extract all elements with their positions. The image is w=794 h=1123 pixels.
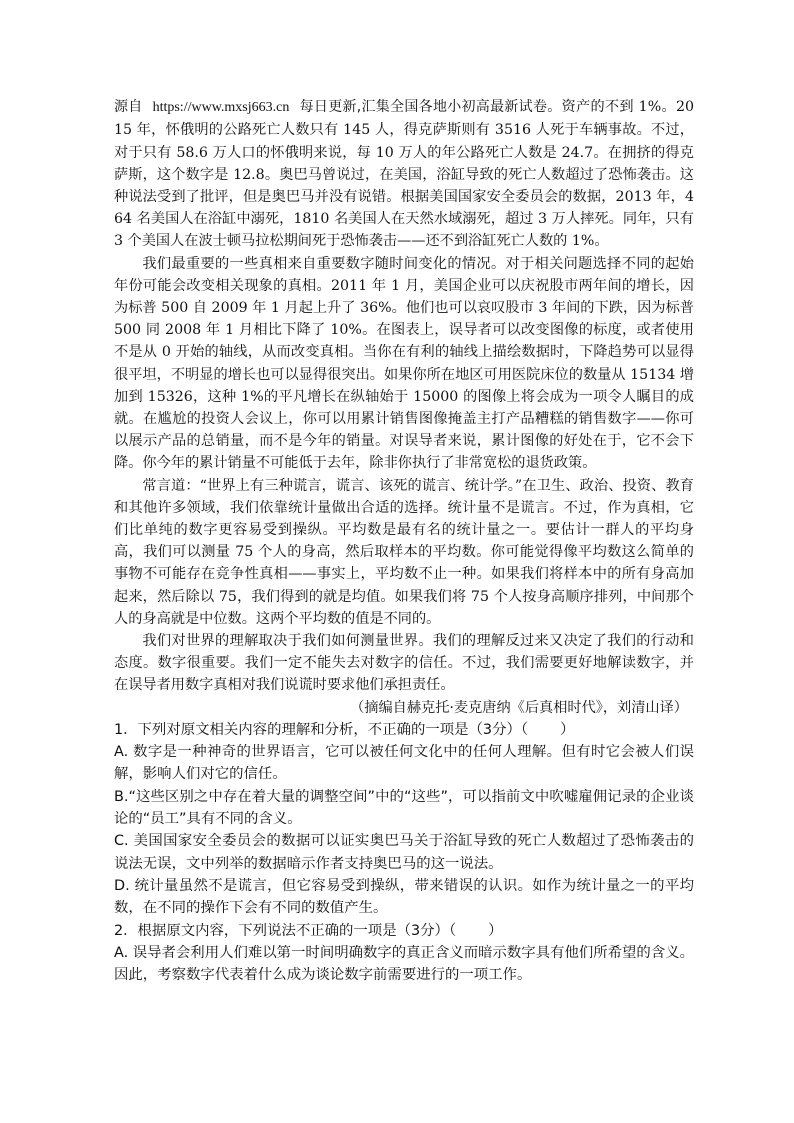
- continued-text: 资产的不到 1%。2015 年，怀俄明的公路死亡人数只有 145 人，得克萨斯则有 3516 人死于车辆事故。不过，对于只有 58.6 万人口的怀俄明来说，每 10 万人的年公路死亡人数是 24.7。在拥挤的得克萨斯，这个数字是 12.8。奥巴马曾说过，在美国，浴缸导致的死亡人数超过了恐怖袭击。这种说法受到了批评，但是奥巴马并没有说错。根据美国国家安全委员会的数据，2013 年，464 名美国人在浴缸中溺死，1810 名美国人在天然水域溺死，超过 3 万人摔死。同年，只有 3 个美国人在波士顿马拉松期间死于恐怖袭击——还不到浴缸死亡人数的 1%。: [114, 99, 694, 250]
- question-2-stem-text: 2．根据原文内容，下列说法不正确的一项是（3分）（: [114, 922, 457, 939]
- question-1-stem: [114, 719, 694, 741]
- source-note: 每日更新,汇集全国各地小初高最新试卷。: [299, 99, 562, 115]
- question-1-option-c: C. 美国国家安全委员会的数据可以证实奥巴马关于浴缸导致的死亡人数超过了恐怖袭击的说法无误，文中列举的数据暗示作者支持奥巴马的这一说法。: [114, 833, 694, 872]
- source-url-link[interactable]: https://www.mxsj663.cn: [152, 100, 290, 115]
- question-1-stem-text: 1．下列对原文相关内容的理解和分析，不正确的一项是（3分）（: [114, 721, 529, 738]
- questions-section: [114, 719, 694, 987]
- article-paragraph-continued: [114, 96, 694, 253]
- article-paragraph-2: 常言道：“世界上有三种谎言，谎言、该死的谎言、统计学。”在卫生、政治、投资、教育和其他许多领域，我们依靠统计量做出合适的选择。统计量不是谎言。不过，作为真相，它们比单纯的数字更容易受到操纵。平均数是最有名的统计量之一。要估计一群人的平均身高，我们可以测量 75 个人的身高，然后取样本的平均数。你可能觉得像平均数这么简单的事物不可能存在竞争性真相——事实上，平均数不止一种。如果我们将样本中的所有身高加起来，然后除以 75，我们得到的就是均值。如果我们将 75 个人按身高顺序排列，中间那个人的身高就是中位数。这两个平均数的值是不同的。: [114, 477, 694, 627]
- article-paragraph-1: 我们最重要的一些真相来自重要数字随时间变化的情况。对于相关问题选择不同的起始年份可能会改变相关现象的真相。2011 年 1 月，美国企业可以庆祝股市两年间的增长，因为标普 500 自 2009 年 1 月起上升了 36%。他们也可以哀叹股市 3 年间的下跌，因为标普 500 同 2008 年 1 月相比下降了 10%。在图表上，误导者可以改变图像的标度，或者使用不是从 0 开始的轴线，从而改变真相。当你在有利的轴线上描绘数据时，下降趋势可以显得很平坦，不明显的增长也可以显得很突出。如果你所在地区可用医院床位的数量从 15134 增加到 15326，这种 1%的平凡增长在纵轴始于 15000 的图像上将会成为一项令人瞩目的成就。在尴尬的投资人会议上，你可以用累计销售图像掩盖主打产品糟糕的销售数字——你可以展示产品的总销量，而不是今年的销量。对误导者来说，累计图像的好处在于，它不会下降。你今年的累计销量不可能低于去年，除非你执行了非常宽松的退货政策。: [114, 255, 694, 472]
- source-header: [114, 99, 562, 115]
- question-2-stem-close: ）: [488, 922, 503, 939]
- question-2-option-a: A. 误导者会利用人们难以第一时间明确数字的真正含义而暗示数字具有他们所希望的含义。因此，考察数字代表着什么成为谈论数字前需要进行的一项工作。: [114, 944, 694, 984]
- question-1-option-d: D. 统计量虽然不是谎言，但它容易受到操纵，带来错误的认识。如作为统计量之一的平均数，在不同的操作下会有不同的数值产生。: [114, 877, 694, 917]
- exam-page: [114, 96, 694, 986]
- question-1-option-b: B.“这些区别之中存在着大量的调整空间”中的“这些”，可以指前文中吹嘘雇佣记录的企业谈论的“员工”具有不同的含义。: [114, 788, 694, 828]
- article-text: [114, 96, 694, 697]
- question-1-stem-close: ）: [560, 721, 575, 738]
- question-2-stem: [114, 920, 694, 942]
- article-paragraph-3: 我们对世界的理解取决于我们如何测量世界。我们的理解反过来又决定了我们的行动和态度。数字很重要。我们一定不能失去对数字的信任。不过，我们需要更好地解读数字，并在误导者用数字真相对我们说谎时要求他们承担责任。: [114, 633, 694, 694]
- article-credit: （摘编自赫克托·麦克唐纳《后真相时代》，刘清山译）: [350, 699, 688, 716]
- question-1-option-a: A. 数字是一种神奇的世界语言，它可以被任何文化中的任何人理解。但有时它会被人们误解，影响人们对它的信任。: [114, 744, 694, 783]
- source-label: 源自: [114, 99, 143, 115]
